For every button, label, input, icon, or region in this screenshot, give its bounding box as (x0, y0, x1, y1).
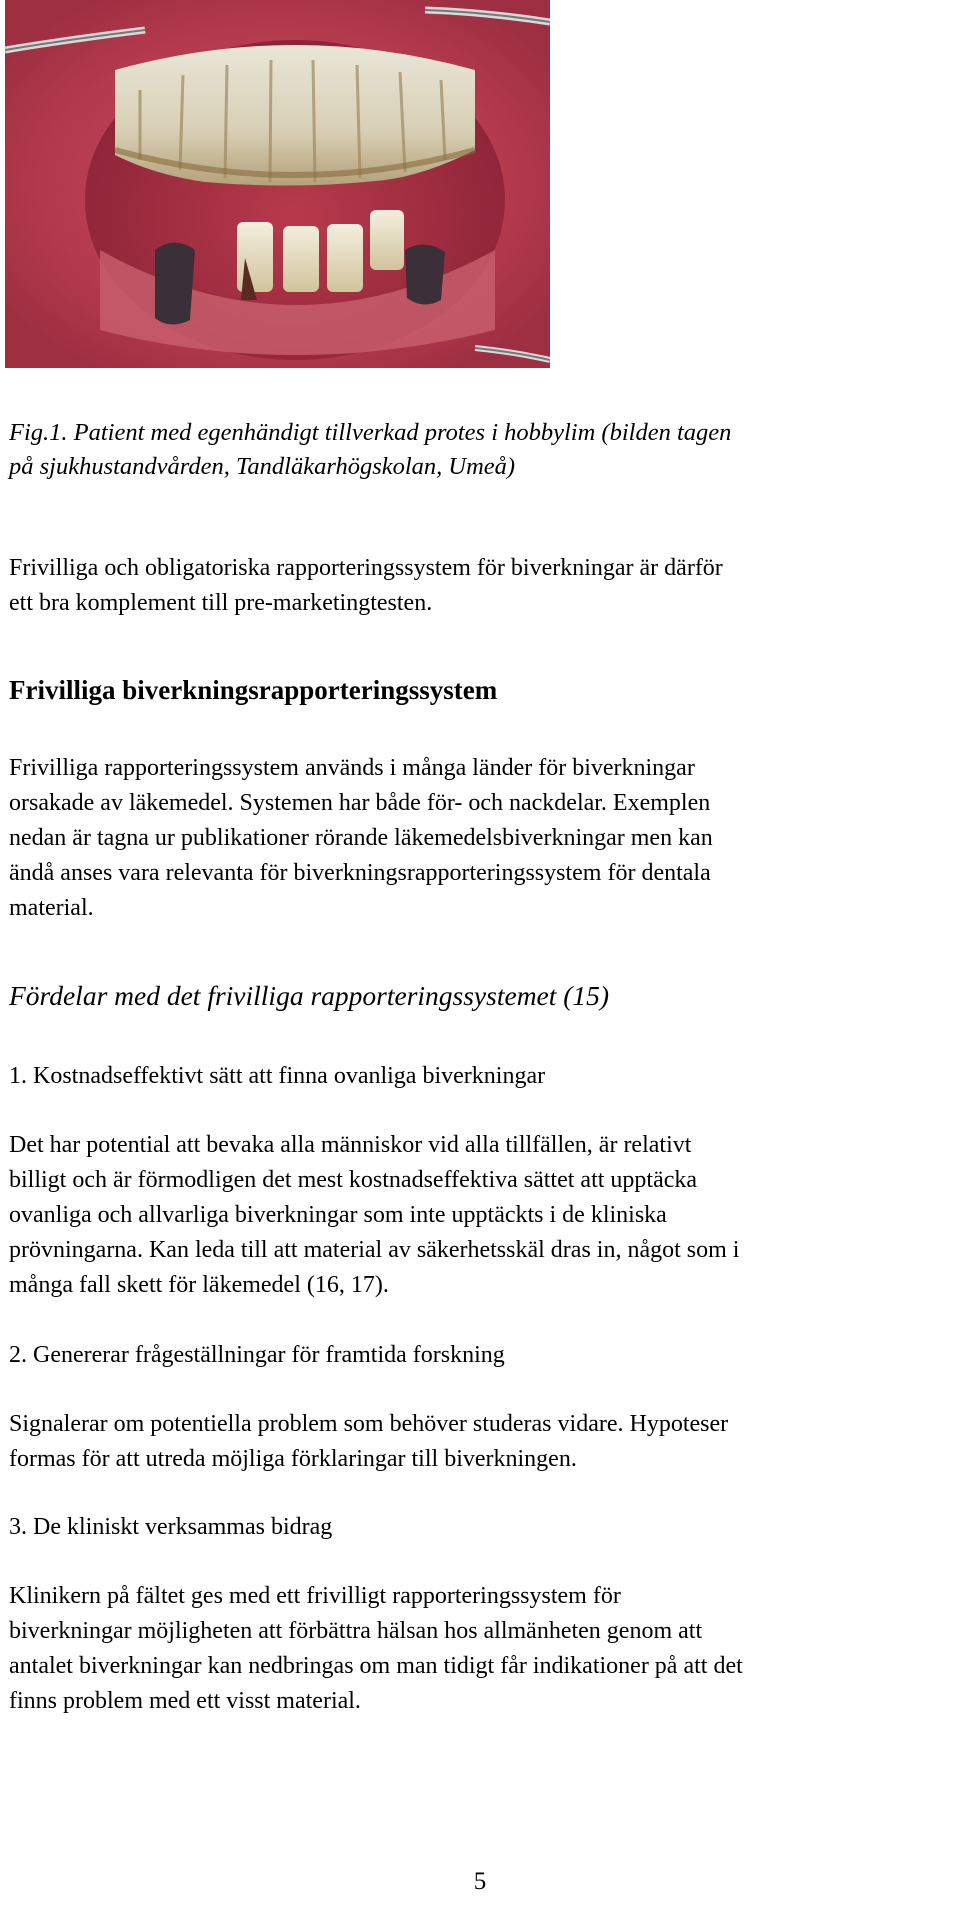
page-number: 5 (473, 1868, 487, 1895)
paragraph-line: prövningarna. Kan leda till att material av säkerhetsskäl dras in, något som i (9, 1237, 740, 1263)
paragraph-line: Signalerar om potentiella problem som behöver studeras vidare. Hypoteser (9, 1411, 729, 1437)
point-1-title (9, 1059, 545, 1094)
paragraph-line: biverkningar möjligheten att förbättra hälsan hos allmänheten genom att (9, 1618, 703, 1644)
point-3-title (9, 1510, 332, 1545)
paragraph-line: antalet biverkningar kan nedbringas om man tidigt får indikationer på att det (9, 1653, 743, 1679)
paragraph-line: Frivilliga och obligatoriska rapporteringssystem för biverkningar är därför (9, 555, 723, 581)
paragraph-line: nedan är tagna ur publikationer rörande läkemedelsbiverkningar men kan (9, 825, 713, 851)
paragraph-line: många fall skett för läkemedel (16, 17). (9, 1272, 389, 1298)
subsection-heading: Fördelar med det frivilliga rapporteringssystemet (15) (9, 980, 610, 1011)
figure-photo (5, 0, 550, 368)
paragraph-line: billigt och är förmodligen det mest kostnadseffektiva sättet att upptäcka (9, 1167, 698, 1193)
paragraph-line: ovanliga och allvarliga biverkningar som inte upptäckts i de kliniska (9, 1202, 667, 1228)
paragraph-line: ändå anses vara relevanta för biverkningsrapporteringssystem för dentala (9, 860, 711, 886)
point-title: 3. De kliniskt verksammas bidrag (9, 1514, 333, 1540)
caption-line: Fig.1. Patient med egenhändigt tillverkad protes i hobbylim (bilden tagen (9, 419, 732, 446)
paragraph-line: finns problem med ett visst material. (9, 1688, 361, 1714)
section-paragraph (9, 751, 713, 926)
paragraph-line: formas för att utreda möjliga förklaringar till biverkningen. (9, 1446, 577, 1472)
mouth-photo-image (5, 0, 550, 368)
point-title: 1. Kostnadseffektivt sätt att finna ovanliga biverkningar (9, 1063, 546, 1089)
point-2-paragraph (9, 1407, 728, 1477)
caption-line: på sjukhustandvården, Tandläkarhögskolan, Umeå) (9, 453, 516, 480)
paragraph-line: Det har potential att bevaka alla människor vid alla tillfällen, är relativt (9, 1132, 692, 1158)
intro-paragraph (9, 551, 723, 621)
point-1-paragraph (9, 1128, 739, 1303)
paragraph-line: Klinikern på fältet ges med ett frivilligt rapporteringssystem för (9, 1583, 621, 1609)
paragraph-line: material. (9, 895, 94, 921)
figure-caption (9, 416, 731, 484)
section-heading: Frivilliga biverkningsrapporteringssystem (9, 675, 498, 705)
paragraph-line: orsakade av läkemedel. Systemen har både för- och nackdelar. Exemplen (9, 790, 711, 816)
point-title: 2. Genererar frågeställningar för framtida forskning (9, 1342, 505, 1368)
paragraph-line: Frivilliga rapporteringssystem används i många länder för biverkningar (9, 755, 695, 781)
point-3-paragraph (9, 1579, 743, 1719)
point-2-title (9, 1338, 505, 1373)
paragraph-line: ett bra komplement till pre-marketingtesten. (9, 590, 433, 616)
